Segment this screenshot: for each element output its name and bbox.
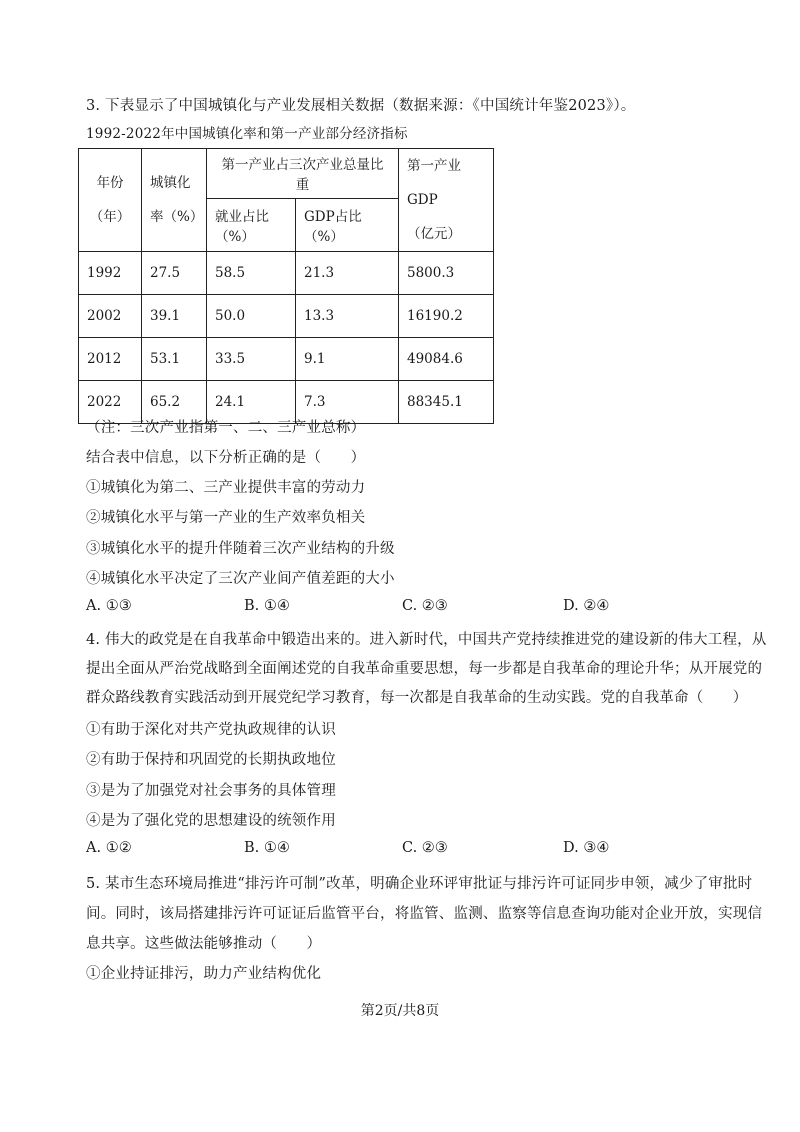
header-year-unit: （年） (89, 209, 131, 225)
header-gdp-label: 第一产业GDP (407, 158, 461, 208)
urbanization-table (78, 148, 494, 424)
cell-year: 1992 (79, 252, 142, 295)
q4-item: ①有助于深化对共产党执政规律的认识 (86, 722, 336, 738)
cell-employment: 58.5 (207, 252, 296, 295)
q5-item: ①企业持证排污，助力产业结构优化 (86, 966, 322, 982)
q4-stem-line: 4. 伟大的政党是在自我革命中锻造出来的。进入新时代，中国共产党持续推进党的建设新的伟大工程，从 (86, 632, 767, 648)
option-c[interactable]: C. ②③ (402, 598, 448, 614)
cell-gdp: 88345.1 (399, 381, 494, 424)
cell-employment: 24.1 (207, 381, 296, 424)
header-year (79, 149, 142, 252)
q4-item: ④是为了强化党的思想建设的统领作用 (86, 813, 336, 829)
q5-stem-line: 息共享。这些做法能够推动（ ） (86, 936, 322, 952)
option-c[interactable]: C. ②③ (402, 840, 448, 856)
cell-year: 2012 (79, 338, 142, 381)
cell-gdp-share: 13.3 (296, 295, 399, 338)
cell-urban: 53.1 (142, 338, 207, 381)
cell-gdp-share: 9.1 (296, 338, 399, 381)
header-urban-label: 城镇化 (150, 175, 191, 191)
q4-stem-line: 提出全面从严治党战略到全面阐述党的自我革命重要思想，每一步都是自我革命的理论升华；从开展党的 (86, 661, 763, 677)
q3-item: ④城镇化水平决定了三次产业间产值差距的大小 (86, 571, 395, 587)
q3-options (86, 598, 726, 618)
cell-urban: 65.2 (142, 381, 207, 424)
q3-note: （注：三次产业指第一、二、三产业总称） (86, 420, 366, 436)
cell-year: 2022 (79, 381, 142, 424)
cell-gdp: 49084.6 (399, 338, 494, 381)
table-row (79, 338, 494, 381)
q5-stem-line: 间。同时，该局搭建排污许可证证后监管平台，将监管、监测、监察等信息查询功能对企业开放，实现信 (86, 906, 763, 922)
cell-employment: 50.0 (207, 295, 296, 338)
header-urban-unit: 率（%） (150, 209, 204, 225)
q3-item: ②城镇化水平与第一产业的生产效率负相关 (86, 510, 366, 526)
option-b[interactable]: B. ①④ (244, 598, 290, 614)
q3-item: ③城镇化水平的提升伴随着三次产业结构的升级 (86, 541, 395, 557)
header-gdp (399, 149, 494, 252)
header-gdp-share: GDP占比（%） (296, 198, 399, 251)
q4-item: ②有助于保持和巩固党的长期执政地位 (86, 752, 336, 768)
cell-urban: 39.1 (142, 295, 207, 338)
header-gdp-unit: （亿元） (407, 226, 461, 242)
header-year-label: 年份 (96, 175, 124, 191)
q3-stem: 3. 下表显示了中国城镇化与产业发展相关数据（数据来源：《中国统计年鉴2023》）。 (86, 98, 636, 114)
header-employment: 就业占比（%） (207, 198, 296, 251)
page-number: 第2页/共8页 (360, 1003, 440, 1019)
q4-stem-line: 群众路线教育实践活动到开展党纪学习教育，每一次都是自我革命的生动实践。党的自我革命（ ） (86, 690, 748, 706)
cell-urban: 27.5 (142, 252, 207, 295)
table-row (79, 295, 494, 338)
q4-options (86, 840, 726, 860)
q4-item: ③是为了加强党对社会事务的具体管理 (86, 783, 336, 799)
cell-gdp: 16190.2 (399, 295, 494, 338)
cell-employment: 33.5 (207, 338, 296, 381)
cell-year: 2002 (79, 295, 142, 338)
cell-gdp: 5800.3 (399, 252, 494, 295)
q3-item: ①城镇化为第二、三产业提供丰富的劳动力 (86, 480, 366, 496)
cell-gdp-share: 7.3 (296, 381, 399, 424)
option-d[interactable]: D. ②④ (563, 598, 610, 614)
table-row (79, 252, 494, 295)
header-group: 第一产业占三次产业总量比重 (207, 149, 399, 199)
option-a[interactable]: A. ①② (86, 840, 132, 856)
option-a[interactable]: A. ①③ (86, 598, 132, 614)
q3-prompt: 结合表中信息，以下分析正确的是（ ） (86, 450, 366, 466)
cell-gdp-share: 21.3 (296, 252, 399, 295)
header-urban (142, 149, 207, 252)
q3-table-title: 1992-2022年中国城镇化率和第一产业部分经济指标 (86, 126, 408, 142)
option-d[interactable]: D. ③④ (563, 840, 610, 856)
option-b[interactable]: B. ①④ (244, 840, 290, 856)
q5-stem-line: 5. 某市生态环境局推进“排污许可制”改革，明确企业环评审批证与排污许可证同步申领，减少了审批时 (86, 876, 753, 892)
